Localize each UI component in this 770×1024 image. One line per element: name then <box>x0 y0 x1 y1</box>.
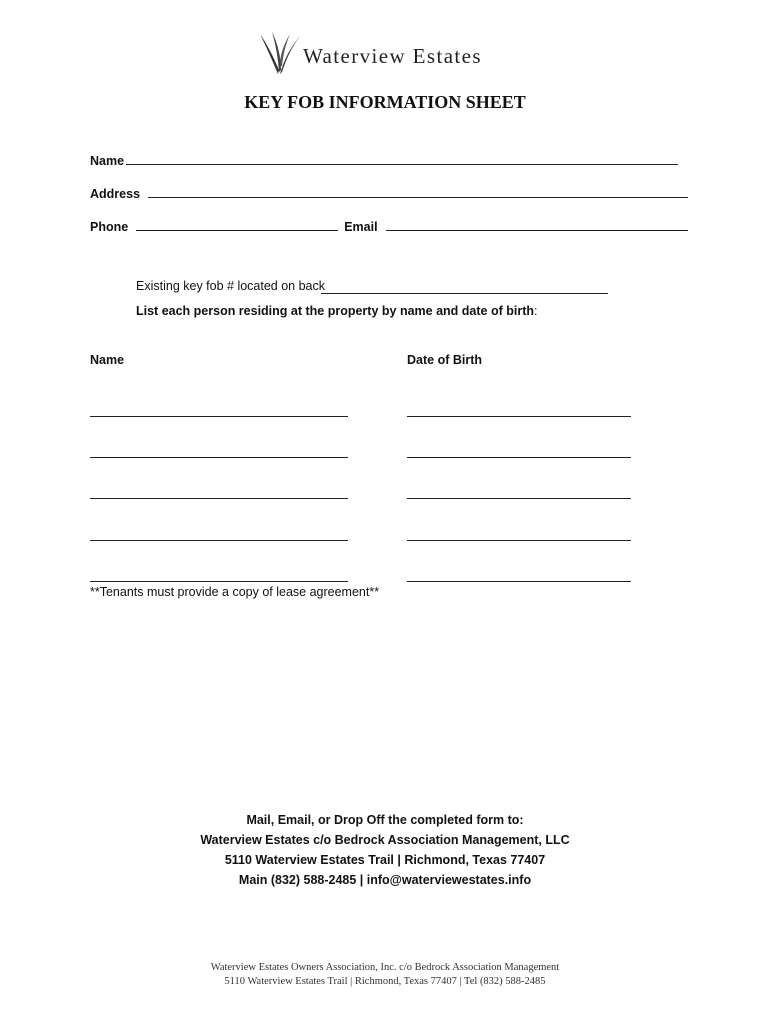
mail-line-4: Main (832) 588-2485 | info@waterviewestates.info <box>238 873 532 887</box>
footer-line-2: 5110 Waterview Estates Trail | Richmond, Texas 77407 | Tel (832) 588-2485 <box>224 976 546 987</box>
resident-name-line[interactable] <box>90 457 348 458</box>
mail-line-1: Mail, Email, or Drop Off the completed form to: <box>246 813 524 827</box>
name-column-header: Name <box>90 353 125 367</box>
resident-name-line[interactable] <box>90 416 348 417</box>
page-title: KEY FOB INFORMATION SHEET <box>244 92 526 112</box>
name-label: Name <box>90 154 125 168</box>
resident-dob-line[interactable] <box>407 540 631 541</box>
phone-line[interactable] <box>136 218 338 231</box>
resident-dob-line[interactable] <box>407 581 631 582</box>
existing-fob-line[interactable] <box>321 293 608 294</box>
phone-label: Phone <box>90 220 129 234</box>
email-line[interactable] <box>386 218 688 231</box>
resident-dob-line[interactable] <box>407 498 631 499</box>
phone-email-row <box>90 214 688 234</box>
tenant-note: **Tenants must provide a copy of lease agreement** <box>90 585 380 599</box>
email-label: Email <box>344 220 378 234</box>
resident-name-line[interactable] <box>90 540 348 541</box>
mail-line-2: Waterview Estates c/o Bedrock Association Management, LLC <box>200 833 570 847</box>
footer-line-1: Waterview Estates Owners Association, Inc. c/o Bedrock Association Management <box>210 962 560 973</box>
mail-instructions <box>0 810 770 890</box>
address-line[interactable] <box>148 185 688 198</box>
name-field[interactable] <box>90 148 688 168</box>
list-instruction: List each person residing at the property by name and date of birth: <box>136 304 538 318</box>
grass-leaves-icon <box>258 30 302 76</box>
mail-line-3: 5110 Waterview Estates Trail | Richmond, Texas 77407 <box>224 853 546 867</box>
dob-column-header: Date of Birth <box>407 353 482 367</box>
logo <box>258 30 518 76</box>
address-field[interactable] <box>90 181 688 201</box>
resident-dob-line[interactable] <box>407 416 631 417</box>
resident-dob-line[interactable] <box>407 457 631 458</box>
resident-name-line[interactable] <box>90 498 348 499</box>
address-label: Address <box>90 187 141 201</box>
resident-name-line[interactable] <box>90 581 348 582</box>
existing-fob-label: Existing key fob # located on back <box>136 279 326 293</box>
logo-text: Waterview Estates <box>303 44 482 68</box>
name-line[interactable] <box>126 152 678 165</box>
footer <box>0 961 770 989</box>
